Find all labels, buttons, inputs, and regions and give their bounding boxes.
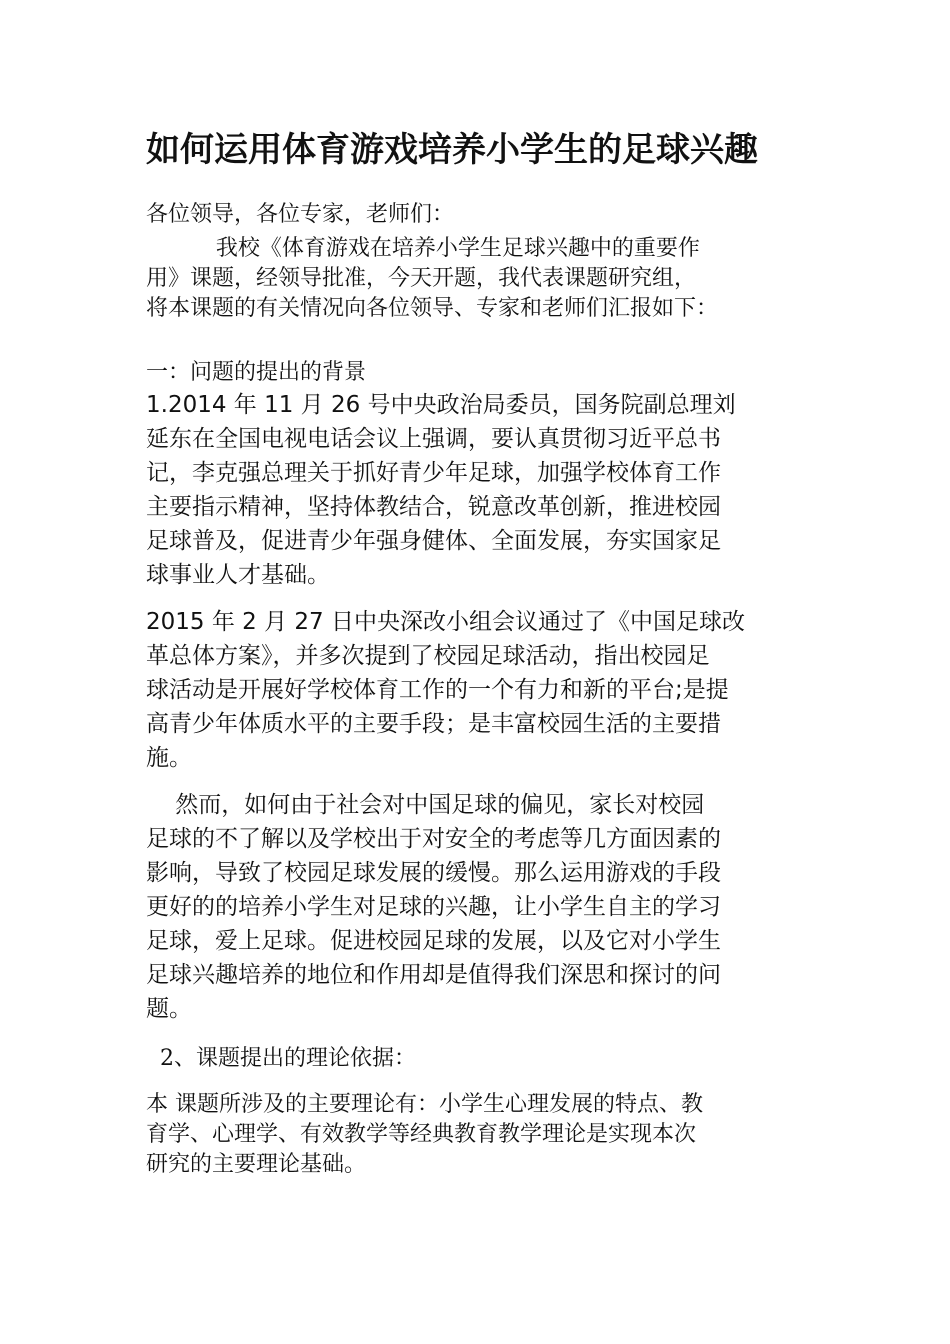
paragraph-line: 足球兴趣培养的地位和作用却是值得我们深思和探讨的问 <box>146 962 721 988</box>
background-paragraph-3 <box>146 788 796 1026</box>
section-heading-theory: 2、课题提出的理论依据： <box>146 1046 416 1071</box>
paragraph-line: 施。 <box>146 745 192 771</box>
paragraph-line: 延东在全国电视电话会议上强调，要认真贯彻习近平总书 <box>146 426 721 452</box>
paragraph-line: 更好的的培养小学生对足球的兴趣，让小学生自主的学习 <box>146 894 721 920</box>
paragraph-line: 然而，如何由于社会对中国足球的偏见，家长对校园 <box>146 792 705 818</box>
paragraph-line: 球事业人才基础。 <box>146 562 330 588</box>
theory-paragraph <box>146 1090 806 1180</box>
document-title: 如何运用体育游戏培养小学生的足球兴趣 <box>146 130 758 170</box>
paragraph-line: 育学、心理学、有效教学等经典教育教学理论是实现本次 <box>146 1122 697 1147</box>
intro-line: 用》课题，经领导批准，今天开题，我代表课题研究组， <box>146 266 697 291</box>
paragraph-line: 记，李克强总理关于抓好青少年足球，加强学校体育工作 <box>146 460 721 486</box>
paragraph-line: 主要指示精神，坚持体教结合，锐意改革创新，推进校园 <box>146 494 721 520</box>
paragraph-line: 足球，爱上足球。促进校园足球的发展，以及它对小学生 <box>146 928 721 954</box>
intro-line: 我校《体育游戏在培养小学生足球兴趣中的重要作 <box>146 236 700 261</box>
paragraph-line: 高青少年体质水平的主要手段；是丰富校园生活的主要措 <box>146 711 721 737</box>
paragraph-line: 影响，导致了校园足球发展的缓慢。那么运用游戏的手段 <box>146 860 721 886</box>
paragraph-line: 1.2014 年 11 月 26 号中央政治局委员，国务院副总理刘 <box>146 392 736 418</box>
greeting: 各位领导，各位专家，老师们： <box>146 202 455 227</box>
paragraph-line: 足球普及，促进青少年强身健体、全面发展，夯实国家足 <box>146 528 721 554</box>
paragraph-line: 研究的主要理论基础。 <box>146 1152 367 1177</box>
background-paragraph-2 <box>146 605 796 775</box>
background-paragraph-1 <box>146 388 796 592</box>
paragraph-line: 题。 <box>146 996 192 1022</box>
section-heading-background: 一：问题的提出的背景 <box>146 360 367 385</box>
paragraph-line: 球活动是开展好学校体育工作的一个有力和新的平台;是提 <box>146 677 729 703</box>
intro-paragraph <box>146 234 806 324</box>
paragraph-line: 本 课题所涉及的主要理论有：小学生心理发展的特点、教 <box>146 1092 703 1117</box>
intro-line: 将本课题的有关情况向各位领导、专家和老师们汇报如下： <box>146 296 719 321</box>
paragraph-line: 2015 年 2 月 27 日中央深改小组会议通过了《中国足球改 <box>146 609 745 635</box>
paragraph-line: 革总体方案》，并多次提到了校园足球活动，指出校园足 <box>146 643 710 669</box>
paragraph-line: 足球的不了解以及学校出于对安全的考虑等几方面因素的 <box>146 826 721 852</box>
